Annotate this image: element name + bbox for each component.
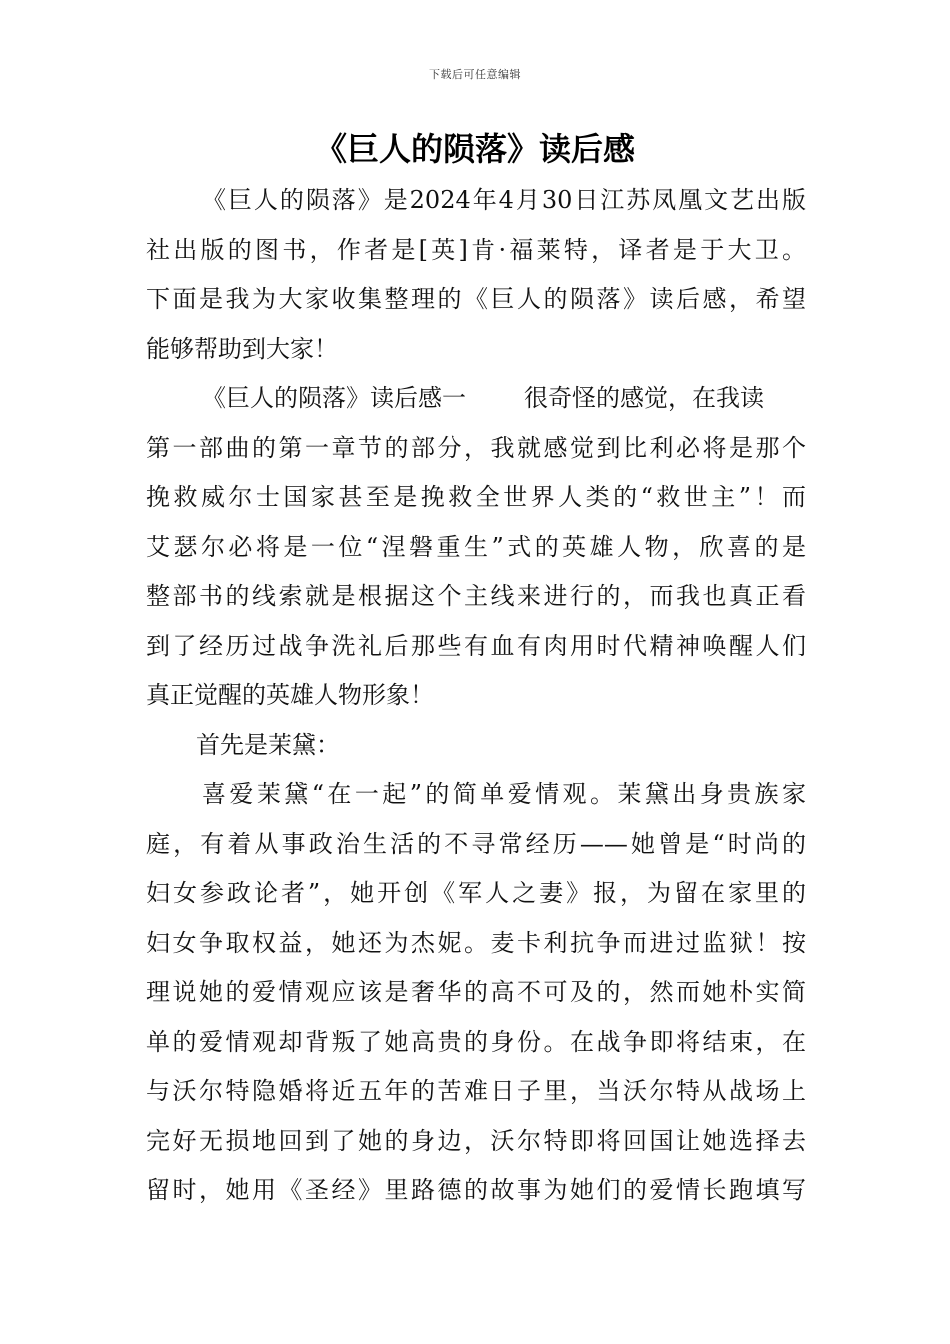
- text-line: 妇女争取权益，她还为杰妮。麦卡利抗争而进过监狱！按: [146, 928, 806, 957]
- paragraph-intro: [146, 176, 806, 374]
- paragraph-maud: [146, 770, 806, 1216]
- text-line: 挽救威尔士国家甚至是挽救全世界人类的“救世主”！而: [146, 483, 806, 511]
- text-line: 理说她的爱情观应该是奢华的高不可及的，然而她朴实简: [146, 978, 806, 1006]
- text-fragment: 很奇怪的感觉，在我读: [524, 384, 764, 412]
- text-line: 真正觉醒的英雄人物形象！: [146, 681, 434, 709]
- text-line: 艾瑟尔必将是一位“涅磐重生”式的英雄人物，欣喜的是: [146, 532, 806, 561]
- text-line: 第一部曲的第一章节的部分，我就感觉到比利必将是那个: [146, 433, 806, 462]
- text-line: 《巨人的陨落》是2024年4月30日江苏凤凰文艺出版: [202, 186, 806, 214]
- text-line: 单的爱情观却背叛了她高贵的身份。在战争即将结束，在: [146, 1027, 806, 1056]
- text-line: 喜爱茉黛“在一起”的简单爱情观。茉黛出身贵族家: [202, 780, 806, 808]
- text-line: 与沃尔特隐婚将近五年的苦难日子里，当沃尔特从战场上: [146, 1077, 806, 1105]
- paragraph-review-one: [146, 374, 806, 721]
- text-line: [146, 374, 806, 424]
- text-line: 留时，她用《圣经》里路德的故事为她们的爱情长跑填写: [146, 1176, 806, 1204]
- text-line: 社出版的图书，作者是[英]肯·福莱特，译者是于大卫。: [146, 235, 806, 264]
- page-title: 《巨人的陨落》读后感: [314, 130, 635, 168]
- text-line: 下面是我为大家收集整理的《巨人的陨落》读后感，希望: [146, 285, 806, 313]
- paragraph-subheading: [146, 721, 806, 771]
- text-line: 到了经历过战争洗礼后那些有血有肉用时代精神唤醒人们: [146, 631, 806, 660]
- text-line: 妇女参政论者”，她开创《军人之妻》报，为留在家里的: [146, 879, 806, 907]
- section-heading: 《巨人的陨落》读后感一: [202, 384, 466, 412]
- text-line: 整部书的线索就是根据这个主线来进行的，而我也真正看: [146, 582, 806, 610]
- text-line: 庭，有着从事政治生活的不寻常经历——她曾是“时尚的: [146, 829, 806, 858]
- text-line: 首先是茉黛：: [196, 730, 340, 759]
- document-body: [146, 176, 806, 1216]
- text-line: 完好无损地回到了她的身边，沃尔特即将回国让她选择去: [146, 1126, 806, 1155]
- text-line: 能够帮助到大家！: [146, 334, 338, 363]
- header-note: 下载后可任意编辑: [429, 68, 521, 81]
